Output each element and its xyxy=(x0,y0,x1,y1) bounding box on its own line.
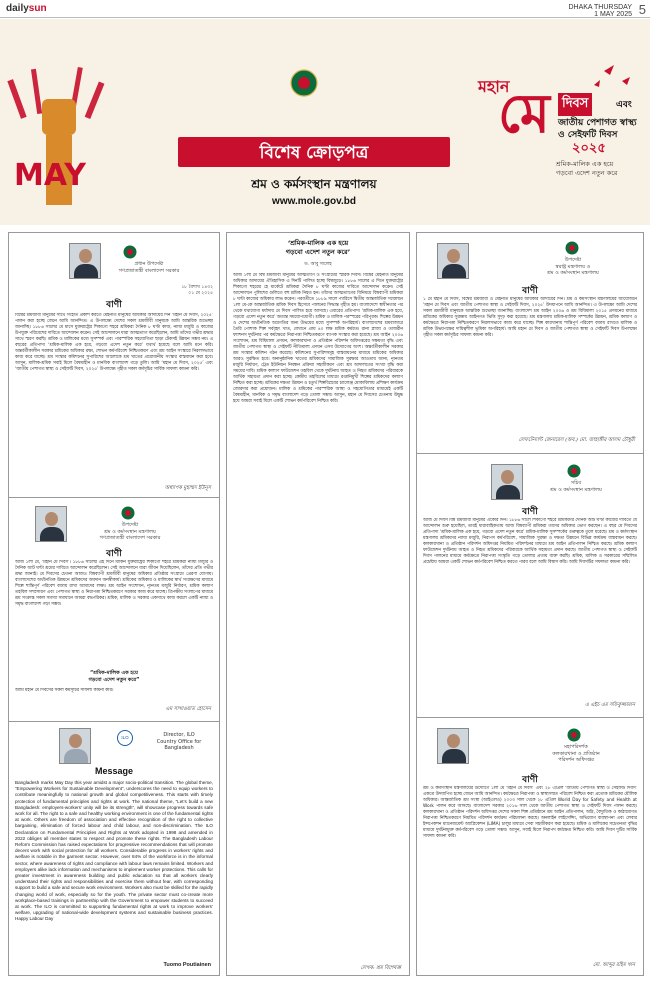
secretary-message xyxy=(417,454,643,716)
chief-adviser-message xyxy=(9,233,219,495)
message-body: Bangladesh marks May Day this year amidst a major socio-political transition. The global theme, “Empowering Workers for Sustainable Development”, underscores the need to equip workers to contribute meaningfully to national growth and global competitiveness. This starts with timely protection of fundamental principles and rights at work. The national theme, “Let’s build a new Bangladesh: employers-workers’ unity will be its strength”, will showcase progress towards safe work for all. The right to a safe and healthy working environment is one of the fundamental rights at work. Others are freedom of association and effective recognition of the right to collective bargaining, elimination of forced labour and child labour, and non-discrimination. The ILO Declaration on Fundamental Principles and Rights at Work adopted in 1998 and amended in 2022 obliges all member states to respect and promote these rights. The Bangladesh Labour Reform Commission has raised expectations for progressive recommendations that will promote decent work with social protection for all workers. Considerable progress in workers’ rights and welfare is notable in the garment sector. However, over 84% of the workforce is in the informal sector, where awareness of rights and compliance with labour laws remains limited. Workers and employers alike lack information and mechanisms to implement worker protections. This calls for greater investment in awareness building and public education so that all workers clearly understand their rights and responsibilities and exercise them without fear, with corresponding support to build a safe and secure work environment. Workers also must be skilled for the rapidly changing world of work, especially so for the youth. The private sector must co-create more workplace-based trainings in partnership with the Government to empower students to succeed at work. The ILO is committed to supporting fundamental rights at work to improve workers’ welfare, upgrading of national-wide development systems and sustainable business practices. Happy Labour Day xyxy=(15,780,213,922)
date-english: ০১ মে ২০২৫ xyxy=(188,290,213,296)
chief-adviser-designation xyxy=(109,261,189,274)
government-emblem xyxy=(290,69,318,97)
event-year: ২০২৫ xyxy=(572,141,606,156)
theme-quote xyxy=(29,670,199,684)
designation-line: সচিব xyxy=(570,480,582,486)
safety-line-1: জাতীয় পেশাগত স্বাস্থ্য xyxy=(558,118,637,128)
message-body: বিশ্বের শ্রমজীবী মানুষের সাথে সংহতি প্রকাশ করতে মেহনতি মানুষের অধিকার আদায়ের দিন ‘মহান মে দিবস, ২০২৫’ পালন করা হচ্ছে জেনে আমি আনন্দিত। এ উপলক্ষ্যে দেশের সকল শ্রমজীবী মানুষকে আমি আন্তরিক শুভেচ্ছা জানাচ্ছি। ১৮৮৬ সালের মে মাসে যুক্তরাষ্ট্রের শিকাগো শহরে শ্রমিকরা দৈনিক ৮ ঘণ্টা কাজ, ন্যায্য মজুরি ও কাজের উপযুক্ত পরিবেশের দাবিতে আন্দোলন করেন। সেই আন্দোলনে যারা আত্মত্যাগ করেছিলেন, আমি তাঁদের গভীর শ্রদ্ধার সাথে স্মরণ করছি। শ্রমিক ও মালিকের মধ্যে সুসম্পর্ক এবং পারস্পরিক সহযোগিতা ছাড়া টেকসই উন্নয়ন সম্ভব নয়। এ বছরের প্রতিপাদ্য ‘শ্রমিক-মালিক এক হয়ে, গড়বো এদেশ নতুন করে’ যথার্থ হয়েছে বলে আমি মনে করি। অন্তর্বর্তীকালীন সরকার শ্রমিকের অধিকার রক্ষা, শোভন কর্মপরিবেশ নিশ্চিতকরণ এবং শ্রম আইন সংস্কারে নিরলসভাবে কাজ করে যাচ্ছে। শ্রম সংস্কার কমিশনের সুপারিশের আলোকে শ্রম খাতের প্রয়োজনীয় সংস্কার বাস্তবায়ন করা হবে। আসুন, মালিক-শ্রমিক সবাই মিলে বৈষম্যহীন ও মানবিক বাংলাদেশ গড়ে তুলি। আমি ‘মহান মে দিবস, ২০২৫’ এবং ‘জাতীয় পেশাগত স্বাস্থ্য ও সেইফটি দিবস, ২০২৫’ উপলক্ষ্যে গৃহীত সকল কর্মসূচির সার্বিক সাফল্য কামনা করি। xyxy=(15,313,213,372)
chief-adviser-portrait xyxy=(69,243,101,279)
message-signature: লেফটেন্যান্ট জেনারেল (অব.) মো. জাহাঙ্গীর আলম চৌধুরী xyxy=(518,437,635,443)
labour-adviser-portrait xyxy=(35,506,67,542)
designation-line: শ্রম ও কর্মসংস্থান মন্ত্রণালয় xyxy=(550,486,602,493)
message-closing: আমি মহান মে দিবসের সকল কর্মসূচির সাফল্য কামনা করি। xyxy=(15,688,114,693)
left-column xyxy=(8,232,220,976)
designation-line: প্রধান উপদেষ্টা xyxy=(134,261,164,267)
newspaper-logo[interactable] xyxy=(6,3,47,14)
designation-line: শ্রম ও কর্মসংস্থান মন্ত্রণালয় xyxy=(104,528,156,535)
article-body: আজ ১লা মে বিশ্ব শ্রমজীবী মানুষের আত্মত্যাগ ও সংগ্রামের স্মারক দিবস। বিশ্বের মেহনতি মানুষের অধিকার আদায়ের ঐতিহাসিক এ দিনটি পালিত হচ্ছে বিশ্বজুড়ে। ১৮৮৬ সালের এ দিনে যুক্তরাষ্ট্রের শিকাগো শহরের হে মার্কেটে শ্রমিকরা দৈনিক ৮ ঘণ্টা কাজের দাবিতে আন্দোলন করেন। সেই আন্দোলনে পুলিশের গুলিতে বহু শ্রমিক নিহত হন। তাঁদের আত্মত্যাগের বিনিময়ে বিশ্বব্যাপী শ্রমিকরা ৮ ঘণ্টা কাজের অধিকার লাভ করেন। পরবর্তীতে ১৮৮৯ সালে প্যারিসে দ্বিতীয় আন্তর্জাতিক সম্মেলনে ১লা মে-কে আন্তর্জাতিক শ্রমিক দিবস হিসেবে পালনের সিদ্ধান্ত গৃহীত হয়। বাংলাদেশে স্বাধীনতার পর থেকে যথাযোগ্য মর্যাদায় মে দিবস পালিত হয়ে আসছে। এবারের প্রতিপাদ্য ‘শ্রমিক-মালিক এক হয়ে, গড়বো এদেশ নতুন করে’ অত্যন্ত সময়োপযোগী। শ্রমিক ও মালিক পরস্পরের পরিপূরক। শিল্পের উন্নয়ন ও দেশের অর্থনৈতিক অগ্রগতির জন্য উভয়ের মধ্যে সুসম্পর্ক অপরিহার্য। বাংলাদেশের শ্রমবাজারে তৈরি পোশাক শিল্প সর্ববৃহৎ খাত, যেখানে প্রায় ৪০ লক্ষ শ্রমিক কর্মরত। রানা প্লাজা ও তাজরীন ফ্যাশনস দুর্ঘটনার পর কর্মক্ষেত্রে নিরাপত্তা নিশ্চিতকরণে ব্যাপক সংস্কার করা হয়েছে। শ্রম আইন ২০০৬ সংশোধন, শ্রম বিধিমালা প্রণয়ন, কলকারখানা ও প্রতিষ্ঠান পরিদর্শন অধিদপ্তরের সক্ষমতা বৃদ্ধি এবং জাতীয় পেশাগত স্বাস্থ্য ও সেইফটি নীতিমালা প্রণয়ন এসব উদ্যোগের অংশ। অন্তর্বর্তীকালীন সরকার শ্রম সংস্কার কমিশন গঠন করেছে। কমিশনের সুপারিশসমূহ বাস্তবায়নের মাধ্যমে শ্রমিকের অধিকার আরও সুরক্ষিত হবে। অনানুষ্ঠানিক খাতের শ্রমিকদের সামাজিক সুরক্ষার আওতায় আনা, ন্যূনতম মজুরি নির্ধারণ, ট্রেড ইউনিয়ন নিবন্ধন প্রক্রিয়া সহজীকরণ এবং শ্রম আদালতের সংখ্যা বৃদ্ধি করা সময়ের দাবি। শ্রমিক কল্যাণ ফাউন্ডেশন তহবিল থেকে দুর্ঘটনায় আহত ও নিহত শ্রমিকদের পরিবারকে আর্থিক সহায়তা প্রদান করা হচ্ছে। কেন্দ্রীয় তহবিলের মাধ্যমে রপ্তানিমুখী শিল্পের শ্রমিকদের কল্যাণ নিশ্চিত করা হচ্ছে। শ্রমিকের দক্ষতা উন্নয়ন ও চতুর্থ শিল্পবিপ্লবের চ্যালেঞ্জ মোকাবিলায় প্রশিক্ষণ কার্যক্রম জোরদার করা প্রয়োজন। মালিক ও শ্রমিকের পারস্পরিক আস্থা ও সহযোগিতার মাধ্যমেই একটি বৈষম্যহীন, মানবিক ও সমৃদ্ধ বাংলাদেশ গড়ে তোলা সম্ভব। আসুন, মহান মে দিবসের চেতনায় উদ্বুদ্ধ হয়ে আমরা সবাই মিলে একটি শোভন কর্মপরিবেশ নিশ্চিত করি। xyxy=(233,273,403,404)
message-heading: বাণী xyxy=(522,286,538,296)
home-adviser-portrait xyxy=(437,243,469,279)
quote-line: “শ্রমিক-মালিক এক হয়ে xyxy=(90,670,138,676)
masthead xyxy=(0,0,650,18)
slogan-line-1: শ্রমিক-মালিক এক হয়ে xyxy=(556,160,614,168)
article-title xyxy=(233,239,403,257)
designation-line: উপদেষ্টা xyxy=(564,257,582,263)
message-signature: Tuomo Poutiainen xyxy=(163,962,211,968)
right-column xyxy=(416,232,644,976)
inspector-general-message xyxy=(417,718,643,976)
designation-line: পরিদর্শন অধিদপ্তর xyxy=(558,757,594,763)
event-prefix: মহান xyxy=(478,77,510,96)
secretary-portrait xyxy=(491,464,523,500)
dateline-day: DHAKA THURSDAY xyxy=(568,4,632,11)
inspector-general-designation xyxy=(537,744,615,764)
ministry-name: শ্রম ও কর্মসংস্থান মন্ত্রণালয় xyxy=(251,177,377,191)
secretary-designation xyxy=(541,480,611,493)
article-title-line: গড়বো এদেশ নতুন করে’ xyxy=(285,248,351,256)
emblem-icon xyxy=(565,241,579,255)
message-date xyxy=(181,285,213,297)
raised-fist-illustration xyxy=(4,59,114,209)
message-signature: এ এইচ এম সফিকুজ্জামান xyxy=(584,702,635,708)
message-signature: মো. আব্দুর রহিম খান xyxy=(592,962,635,968)
designation-line: স্বরাষ্ট্র মন্ত্রণালয় ও xyxy=(555,263,591,270)
article-byline: ড. আবু সালেহ xyxy=(304,262,332,267)
designation-line: কলকারখানা ও প্রতিষ্ঠান xyxy=(552,750,600,757)
designation-line: শ্রম ও কর্মসংস্থান মন্ত্রণালয় xyxy=(547,270,599,276)
message-heading: বাণী xyxy=(522,507,538,517)
logo-main: daily xyxy=(6,3,29,14)
ilo-logo-text: ILO xyxy=(121,735,129,740)
home-adviser-message xyxy=(417,233,643,451)
labour-adviser-designation xyxy=(95,522,165,542)
home-adviser-designation xyxy=(535,257,611,277)
ilo-message xyxy=(9,722,219,976)
date-bangla: ১৮ বৈশাখ ১৪৩২ xyxy=(181,285,213,290)
designation-line: মহাপরিদর্শক xyxy=(564,744,588,750)
inspector-general-portrait xyxy=(437,728,469,764)
slogan-line-2: গড়বো এদেশ নতুন করে xyxy=(556,169,618,177)
emblem-icon xyxy=(567,728,581,742)
message-heading: বাণী xyxy=(522,775,538,785)
message-body: ১ মে মহান মে দিবস, বিশ্বের শ্রমজীবী ও মেহনতি মানুষের অধিকার আদায়ের দিন। শ্রম ও কর্মসংস্থান মন্ত্রণালয়ের আয়োজনে ‘মহান মে দিবস এবং জাতীয় পেশাগত স্বাস্থ্য ও সেইফটি দিবস, ২০২৫’ উদযাপনে আমি আনন্দিত। এ উপলক্ষ্যে আমি দেশের সকল শ্রমজীবী মানুষকে আন্তরিক শুভেচ্ছা জানাচ্ছি। বাংলাদেশ শ্রম আইন ২০০৬ ও শ্রম বিধিমালা ২০১৫ প্রণয়নের মাধ্যমে শ্রমিকের অধিকার সুরক্ষায় আইনগত ভিত্তি সুদৃঢ় করা হয়েছে। শ্রম মন্ত্রণালয় শ্রমিক-মালিক সম্পর্কের উন্নয়ন, শ্রমিক কল্যাণ ও কর্মক্ষেত্রে নিরাপত্তা নিশ্চিতকরণে নিরলসভাবে কাজ করে যাচ্ছে। শিল্প কারখানায় শান্তিপূর্ণ পরিবেশ বজায় রাখতে মালিক ও শ্রমিক উভয়পক্ষের দায়িত্বশীল ভূমিকা অপরিহার্য। আমি মহান মে দিবস ও জাতীয় পেশাগত স্বাস্থ্য ও সেইফটি দিবস উপলক্ষ্যে গৃহীত সকল কর্মসূচির সাফল্য কামনা করি। xyxy=(423,297,637,338)
may-art-text: MAY xyxy=(14,158,86,193)
article-signature: লেখক: শ্রম বিশেষজ্ঞ xyxy=(360,965,401,971)
page-number: 5 xyxy=(638,2,646,17)
message-signature: অধ্যাপক মুহাম্মদ ইউনূস xyxy=(164,485,211,491)
event-dibas: দিবস xyxy=(558,93,592,116)
ilo-director-designation xyxy=(143,732,215,752)
designation-line: উপদেষ্টা xyxy=(121,522,139,528)
supplement-banner xyxy=(0,19,650,225)
dateline-date: 1 MAY 2025 xyxy=(594,11,632,18)
emblem-icon xyxy=(121,506,135,520)
designation-line: Director, ILO xyxy=(163,732,195,738)
message-body: আজ ১লা মে, ‘মহান মে দিবস’। ১৮৮৬ সালের এই দিনে মার্কিন যুক্তরাষ্ট্রের শিকাগো শহরে শ্রমিকরা ন্যায্য মজুরি ও দৈনিক আট ঘণ্টা শ্রমের দাবিতে আন্দোলন করেছিলেন। সেই আন্দোলনে যারা জীবন দিয়েছিলেন, তাঁদের প্রতি গভীর শ্রদ্ধা জানাই। মে দিবসের চেতনা আজও বিশ্বব্যাপী শ্রমজীবী মানুষের অধিকার প্রতিষ্ঠার সংগ্রামে প্রেরণা যোগায়। বাংলাদেশের অর্থনৈতিক উন্নয়নে শ্রমিকদের অবদান অনস্বীকার্য। শ্রমিকের অধিকার ও মালিকের স্বার্থ সংরক্ষণের মাধ্যমে শিল্পে শান্তিপূর্ণ পরিবেশ বজায় রাখা আমাদের লক্ষ্য। শ্রম আইন সংশোধন, ন্যূনতম মজুরি নির্ধারণ, শ্রমিক কল্যাণ তহবিল সম্প্রসারণ এবং পেশাগত স্বাস্থ্য ও নিরাপত্তা নিশ্চিতকরণে সরকার কাজ করে যাচ্ছে। ত্রিপক্ষীয় সংলাপের মাধ্যমে শ্রম সংক্রান্ত সকল সমস্যা সমাধানে আমরা বদ্ধপরিকর। শ্রমিক, মালিক ও সরকার একসাথে কাজ করলে একটি ন্যায্য ও সমৃদ্ধ বাংলাদেশ গড়া সম্ভব। xyxy=(15,560,213,607)
event-may-big: মে xyxy=(498,82,550,145)
message-heading: Message xyxy=(94,766,134,776)
designation-line: Country Office for Bangladesh xyxy=(156,738,202,751)
quote-line: গড়বো এদেশ নতুন করে” xyxy=(88,677,140,683)
message-body: আজ মে দিবস বিশ্ব শ্রমজীবী মানুষের ঐক্যের দিন। ১৮৮৬ সালে শিকাগো শহরে শ্রমিকদের দৈনিক আট ঘণ্টা কাজের দাবিতে যে আন্দোলন শুরু হয়েছিল, তারই ধারাবাহিকতায় আজ বিশ্বব্যাপী শ্রমিকরা তাদের অধিকার ভোগ করছেন। এ বছর মে দিবসের প্রতিপাদ্য ‘শ্রমিক-মালিক এক হয়ে, গড়বো এদেশ নতুন করে’ শ্রমিক-মালিক সুসম্পর্কের গুরুত্বকে তুলে ধরেছে। শ্রম ও কর্মসংস্থান মন্ত্রণালয় শ্রমিকদের ন্যায্য মজুরি, নিরাপদ কর্মপরিবেশ, সামাজিক সুরক্ষা ও দক্ষতা উন্নয়নে বিভিন্ন কার্যক্রম বাস্তবায়ন করছে। কলকারখানা ও প্রতিষ্ঠান পরিদর্শন অধিদপ্তর নিয়মিত পরিদর্শনের মাধ্যমে শ্রম আইন প্রতিপালন নিশ্চিত করছে। শ্রমিক কল্যাণ ফাউন্ডেশন দুর্ঘটনায় আহত ও নিহত শ্রমিকদের পরিবারকে আর্থিক সহায়তা প্রদান করছে। জাতীয় পেশাগত স্বাস্থ্য ও সেইফটি দিবস পালনের মাধ্যমে কর্মক্ষেত্রে নিরাপত্তা সংস্কৃতি গড়ে তোলার প্রত্যয় ব্যক্ত করছি। শ্রমিক, মালিক ও সরকারের সম্মিলিত প্রচেষ্টায় আমরা একটি শোভন কর্মপরিবেশ নিশ্চিত করতে পারব বলে আমি বিশ্বাস করি। আমি দিবসটির সফলতা কামনা করি। xyxy=(423,518,637,565)
dateline xyxy=(568,4,632,18)
logo-accent: sun xyxy=(28,3,47,14)
designation-line: গণপ্রজাতন্ত্রী বাংলাদেশ সরকার xyxy=(118,267,180,274)
designation-line: গণপ্রজাতন্ত্রী বাংলাদেশ সরকার xyxy=(99,535,161,541)
event-and: এবং xyxy=(616,100,632,110)
article-title-line: ‘শ্রমিক-মালিক এক হয়ে xyxy=(287,239,349,247)
supplement-title: বিশেষ ক্রোড়পত্র xyxy=(259,143,369,163)
middle-column-article xyxy=(226,232,410,976)
message-body: শ্রম ও কর্মসংস্থান মন্ত্রণালয়ের উদ্যোগে ১লা মে ‘মহান মে দিবস’ এবং ২৮ এপ্রিল ‘জাতীয় পেশাগত স্বাস্থ্য ও সেইফটি দিবস’ একত্রে উদযাপিত হচ্ছে জেনে আমি আনন্দিত। কর্মক্ষেত্রে নিরাপত্তা ও স্বাস্থ্যসম্মত পরিবেশ নিশ্চিত করা প্রত্যেক শ্রমিকের মৌলিক অধিকার। আন্তর্জাতিক শ্রম সংস্থা (আইএলও) ২০০৩ সাল থেকে ২৮ এপ্রিল World Day for Safety and Health at Work পালন করে আসছে। বাংলাদেশ সরকার ২০১৬ সাল থেকে জাতীয় পেশাগত স্বাস্থ্য ও সেইফটি দিবস পালন করছে। কলকারখানা ও প্রতিষ্ঠান পরিদর্শন অধিদপ্তর দেশের সকল শিল্প প্রতিষ্ঠানে শ্রম আইন প্রতিপালন, অগ্নি, বৈদ্যুতিক ও কাঠামোগত নিরাপত্তা নিশ্চিতকরণে নিয়মিত পরিদর্শন কার্যক্রম পরিচালনা করছে। অনলাইন লাইসেন্সিং, অভিযোগ ব্যবস্থাপনা এবং লেবার ইন্সপেকশন ম্যানেজমেন্ট অ্যাপ্লিকেশন (LIMA) চালুর মাধ্যমে সেবা সহজীকরণ করা হয়েছে। শ্রমিক ও মালিকের সচেতনতা বৃদ্ধির মাধ্যমে দুর্ঘটনামুক্ত কর্মপরিবেশ গড়ে তোলা সম্ভব। আসুন, সবাই মিলে নিরাপদ কর্মক্ষেত্র নিশ্চিত করি। আমি দিবস দুটির সার্বিক সাফল্য কামনা করি। xyxy=(423,786,637,839)
supplement-title-band xyxy=(178,137,450,167)
emblem-icon xyxy=(567,464,581,478)
message-signature: এম সাখাওয়াত হোসেন xyxy=(165,706,211,712)
labour-adviser-message xyxy=(9,498,219,720)
message-heading: বাণী xyxy=(106,549,122,559)
emblem-icon xyxy=(123,245,137,259)
message-heading: বাণী xyxy=(106,300,122,310)
ministry-website[interactable]: www.mole.gov.bd xyxy=(272,196,356,207)
safety-line-2: ও সেইফটি দিবস xyxy=(558,130,618,140)
ilo-director-portrait xyxy=(59,728,91,764)
